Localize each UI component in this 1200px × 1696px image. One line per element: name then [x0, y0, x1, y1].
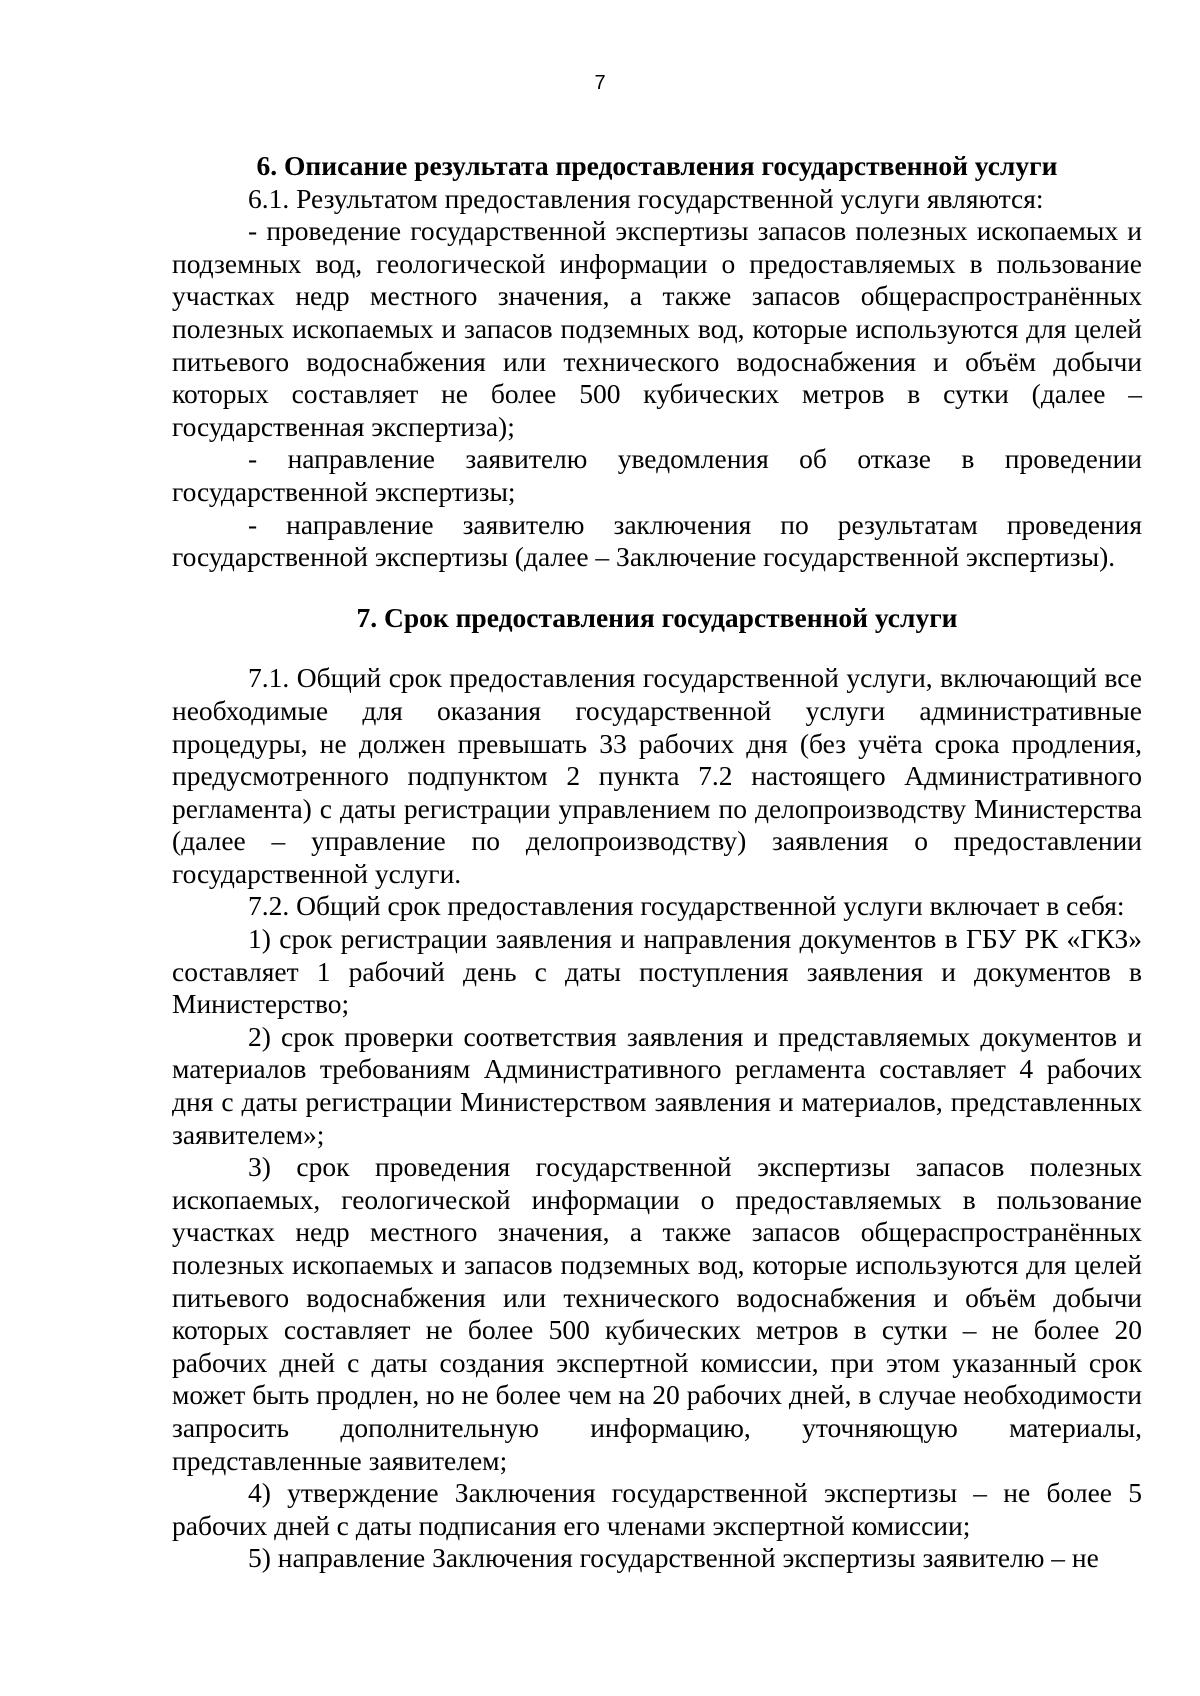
section-7-heading: 7. Срок предоставления государственной услуги: [356, 601, 958, 633]
document-body: [172, 150, 1142, 1575]
page-number: 7: [594, 72, 606, 94]
term-item-1: 1) срок регистрации заявления и направления документов в ГБУ РК «ГКЗ» составляет 1 рабочий день с даты поступления заявления и документов в Министерство;: [172, 923, 1142, 1020]
result-item-refusal-notice: - направление заявителю уведомления об отказе в проведении государственной экспертизы;: [172, 443, 1142, 507]
result-item-conclusion: - направление заявителю заключения по результатам проведения государственной экспертизы (далее – Заключение государственной экспертизы).: [172, 508, 1142, 573]
term-item-5: 5) направление Заключения государственной экспертизы заявителю – не: [248, 1542, 1099, 1574]
term-item-2: 2) срок проверки соответствия заявления и представляемых документов и материалов требованиям Административного регламента составляет 4 рабочих дня с даты регистрации Министерством заявления и материалов, представленных заявителем»;: [172, 1020, 1142, 1150]
paragraph-7-2: 7.2. Общий срок предоставления государственной услуги включает в себя:: [248, 890, 1125, 922]
term-item-3: 3) срок проведения государственной экспертизы запасов полезных ископаемых, геологической информации о предоставляемых в пользование участках недр местного значения, а также запасов общераспространённых полезных ископаемых и запасов подземных вод, которые используются для целей питьевого водоснабжения или технического водоснабжения и объём добычи которых составляет не более 500 кубических метров в сутки – не более 20 рабочих дней с даты создания экспертной комиссии, при этом указанный срок может быть продлен, но не более чем на 20 рабочих дней, в случае необходимости запросить дополнительную информацию, уточняющую материалы, представленные заявителем;: [172, 1151, 1142, 1476]
section-6-heading: 6. Описание результата предоставления государственной услуги: [256, 150, 1058, 181]
result-item-expertise: - проведение государственной экспертизы запасов полезных ископаемых и подземных вод, геологической информации о предоставляемых в пользование участках недр местного значения, а также запасов общераспространённых полезных ископаемых и запасов подземных вод, которые используются для целей питьевого водоснабжения или технического водоснабжения и объём добычи которых составляет не более 500 кубических метров в сутки (далее – государственная экспертиза);: [172, 215, 1142, 442]
paragraph-6-1: 6.1. Результатом предоставления государственной услуги являются:: [248, 182, 1044, 214]
paragraph-7-1: 7.1. Общий срок предоставления государственной услуги, включающий все необходимые для оказания государственной услуги административные процедуры, не должен превышать 33 рабочих дня (без учёта срока продления, предусмотренного подпунктом 2 пункта 7.2 настоящего Административного регламента) с даты регистрации управлением по делопроизводству Министерства (далее – управление по делопроизводству) заявления о предоставлении государственной услуги.: [172, 662, 1142, 889]
term-item-4: 4) утверждение Заключения государственной экспертизы – не более 5 рабочих дней с даты подписания его членами экспертной комиссии;: [172, 1477, 1142, 1541]
